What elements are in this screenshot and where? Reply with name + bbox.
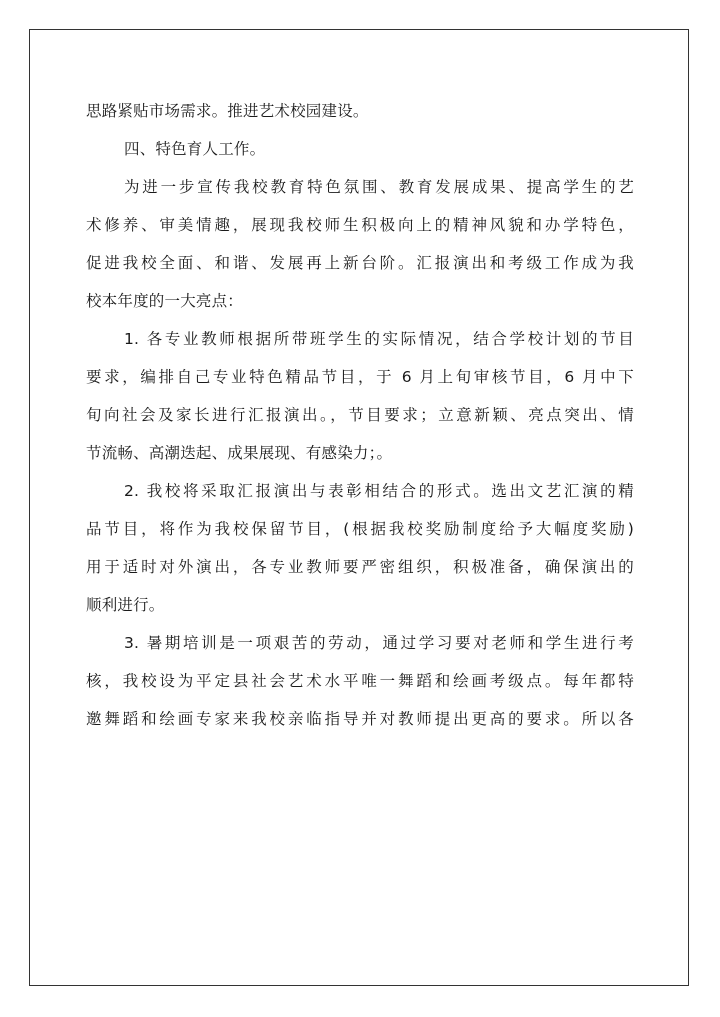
section-heading: 四、特色育人工作。 (124, 140, 266, 158)
text-line: 品节目，将作为我校保留节目，(根据我校奖励制度给予大幅度奖励) (86, 520, 634, 538)
text-line: 用于适时对外演出，各专业教师要严密组织，积极准备，确保演出的 (86, 558, 634, 576)
text-line: 为进一步宣传我校教育特色氛围、教育发展成果、提高学生的艺 (124, 178, 634, 196)
text-line: 思路紧贴市场需求。推进艺术校园建设。 (86, 102, 369, 120)
text-line: 邀舞蹈和绘画专家来我校亲临指导并对教师提出更高的要求。所以各 (86, 710, 634, 728)
document-body (86, 92, 634, 738)
text-line: 节流畅、高潮迭起、成果展现、有感染力；。 (86, 444, 393, 462)
list-item-1: 1. 各专业教师根据所带班学生的实际情况，结合学校计划的节目 (124, 330, 634, 348)
text-line: 促进我校全面、和谐、发展再上新台阶。汇报演出和考级工作成为我 (86, 254, 634, 272)
text-line: 顺利进行。 (86, 596, 165, 614)
text-line: 旬向社会及家长进行汇报演出。，节目要求；立意新颖、亮点突出、情 (86, 406, 634, 424)
list-item-2: 2. 我校将采取汇报演出与表彰相结合的形式。选出文艺汇演的精 (124, 482, 634, 500)
text-line: 要求，编排自己专业特色精品节目，于 6 月上旬审核节目，6 月中下 (86, 368, 634, 386)
text-line: 术修养、审美情趣，展现我校师生积极向上的精神风貌和办学特色， (86, 216, 634, 234)
text-line: 核，我校设为平定县社会艺术水平唯一舞蹈和绘画考级点。每年都特 (86, 672, 634, 690)
text-line: 校本年度的一大亮点： (86, 292, 244, 310)
list-item-3: 3. 暑期培训是一项艰苦的劳动，通过学习要对老师和学生进行考 (124, 634, 634, 652)
